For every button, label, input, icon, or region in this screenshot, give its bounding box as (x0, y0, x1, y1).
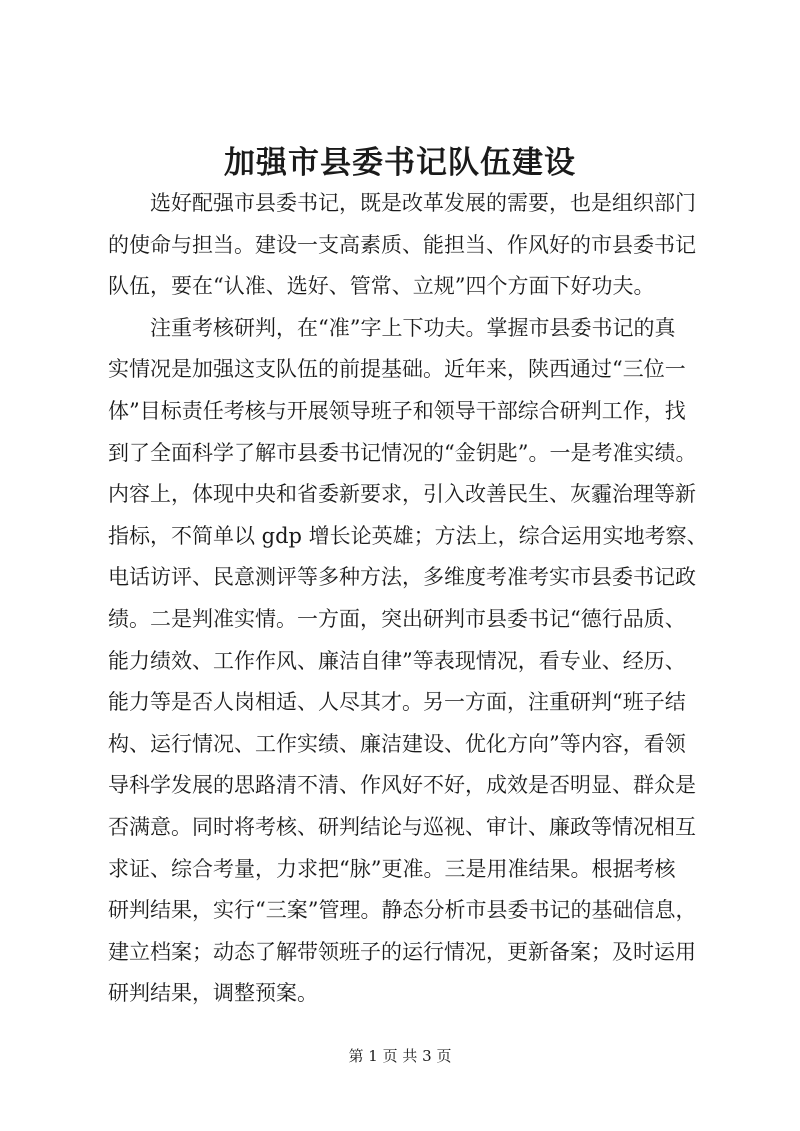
text-line: 电话访评、民意测评等多种方法，多维度考准考实市县委书记政 (108, 565, 696, 590)
text-line: 能力等是否人岗相适、人尽其才。另一方面，注重研判“班子结 (108, 690, 686, 715)
text-line: 选好配强市县委书记，既是改革发展的需要，也是组织部门 (108, 191, 696, 215)
text-line: 构、运行情况、工作实绩、廉洁建设、优化方向”等内容，看领 (108, 731, 686, 756)
text-line: 研判结果，调整预案。 (108, 981, 318, 1006)
text-line: 队伍，要在“认准、选好、管常、立规”四个方面下好功夫。 (108, 274, 655, 299)
text-line: 求证、综合考量，力求把“脉”更准。三是用准结果。根据考核 (108, 856, 676, 881)
text-line: 建立档案；动态了解带领班子的运行情况，更新备案；及时运用 (108, 939, 696, 964)
text-line: 内容上，体现中央和省委新要求，引入改善民生、灰霾治理等新 (108, 482, 696, 507)
text-line: 能力绩效、工作作风、廉洁自律”等表现情况，看专业、经历、 (108, 648, 686, 673)
text-line: 研判结果，实行“三案”管理。静态分析市县委书记的基础信息， (108, 898, 697, 923)
text-line: 否满意。同时将考核、研判结论与巡视、审计、廉政等情况相互 (108, 814, 696, 839)
document-title: 加强市县委书记队伍建设 (224, 145, 576, 181)
text-line: 导科学发展的思路清不清、作风好不好，成效是否明显、群众是 (108, 773, 696, 798)
text-line: 到了全面科学了解市县委书记情况的“金钥匙”。一是考准实绩。 (108, 440, 697, 465)
text-line: 指标，不简单以 gdp 增长论英雄；方法上，综合运用实地考察、 (108, 523, 708, 548)
page-number-footer: 第 1 页 共 3 页 (348, 1047, 452, 1065)
text-line: 的使命与担当。建设一支高素质、能担当、作风好的市县委书记 (108, 232, 696, 257)
text-line: 绩。二是判准实情。一方面，突出研判市县委书记“德行品质、 (108, 606, 686, 631)
document-body (108, 183, 714, 1015)
text-line: 注重考核研判，在“准”字上下功夫。掌握市县委书记的真 (108, 315, 676, 340)
text-line: 体”目标责任考核与开展领导班子和领导干部综合研判工作，找 (108, 398, 686, 423)
text-line: 实情况是加强这支队伍的前提基础。近年来，陕西通过“三位一 (108, 357, 686, 382)
